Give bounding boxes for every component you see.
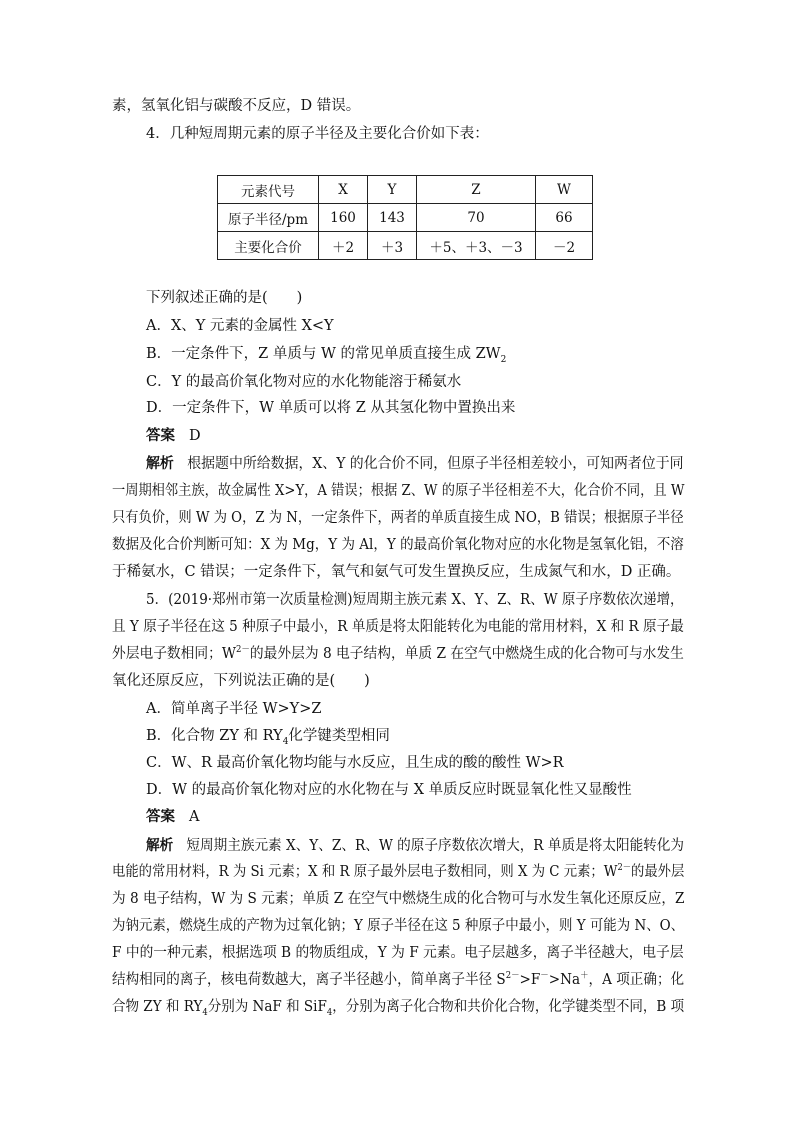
- table-cell: Y: [368, 176, 417, 204]
- answer-line: [146, 426, 201, 446]
- table-cell: 元素代号: [218, 176, 319, 204]
- option-b: [146, 726, 390, 746]
- table-cell: －2: [536, 232, 593, 260]
- explanation-line: 数据及化合价判断可知：X 为 Mg，Y 为 Al，Y 的最高价氧化物对应的水化物是氢氧化铝，不溶: [112, 537, 684, 553]
- table-cell: W: [536, 176, 593, 204]
- explanation-line: 一周期相邻主族，故金属性 X>Y，A 错误；根据 Z、W 的原子半径相差不大，化合价不同，且 W: [112, 483, 685, 499]
- text-span: 分别为 NaF 和 SiF: [207, 999, 327, 1015]
- option-b-text: B．一定条件下，Z 单质与 W 的常见单质直接生成 ZW: [146, 346, 501, 362]
- option-d: D．W 的最高价氧化物对应的水化物在与 X 单质反应时既显氧化性又显酸性: [146, 782, 632, 798]
- answer-label: 答案: [146, 427, 175, 444]
- explanation-line: 只有负价，则 W 为 O，Z 为 N，一定条件下，两者的单质直接生成 NO，B 错误；根据原子半径: [112, 510, 684, 526]
- option-a: A．简单离子半径 W>Y>Z: [146, 701, 322, 717]
- subscript: 4: [326, 1007, 333, 1018]
- option-d: D．一定条件下，W 单质可以将 Z 从其氢化物中置换出来: [146, 400, 516, 416]
- text-span: ，分别为离子化合物和共价化合物，化学键类型不同，B 项: [332, 999, 685, 1015]
- explanation-line: [112, 970, 684, 990]
- table-cell: ＋5、＋3、－3: [417, 232, 536, 260]
- explanation-line: F 中的一种元素，根据选项 B 的物质组成，Y 为 F 元素。电子层越多，离子半径越大，电子层: [112, 945, 684, 961]
- subscript: 4: [282, 736, 289, 747]
- question-5-stem: 氧化还原反应，下列说法正确的是( ): [112, 673, 370, 689]
- table-cell: 66: [536, 204, 593, 232]
- explanation-line: [146, 454, 684, 474]
- table-row: [218, 232, 593, 260]
- superscript: －: [540, 971, 549, 982]
- table-cell: 160: [319, 204, 368, 232]
- text-span: 合物 ZY 和 RY: [112, 999, 203, 1015]
- text-span: >Na: [548, 972, 581, 988]
- table-cell: ＋3: [368, 232, 417, 260]
- text-span: 化学键类型相同: [288, 728, 390, 744]
- subscript: 2: [500, 354, 507, 365]
- option-c: C．Y 的最高价氧化物对应的水化物能溶于稀氨水: [146, 374, 462, 390]
- text-span: 电能的常用材料，R 为 Si 元素；X 和 R 原子最外层电子数相同，则 X 为 C 元素；W: [112, 864, 618, 880]
- superscript: 2－: [617, 863, 631, 874]
- explanation-label: 解析: [146, 455, 174, 472]
- question-4-stem: 4．几种短周期元素的原子半径及主要化合价如下表：: [146, 126, 489, 142]
- superscript: 2－: [505, 971, 520, 982]
- answer-line: [146, 807, 199, 827]
- explanation-line: 为 8 电子结构，W 为 S 元素；单质 Z 在空气中燃烧生成的化合物可与水发生氧化还原反应，Z: [112, 891, 685, 907]
- text-span: B．化合物 ZY 和 RY: [146, 728, 283, 744]
- answer-label: 答案: [146, 808, 175, 825]
- explanation-text: 短周期主族元素 X、Y、Z、R、W 的原子序数依次增大，R 单质是将太阳能转化为: [186, 838, 685, 854]
- option-c: C．W、R 最高价氧化物均能与水反应，且生成的酸的酸性 W>R: [146, 755, 564, 771]
- table-cell: X: [319, 176, 368, 204]
- text-span: ，A 项正确；化: [588, 972, 685, 988]
- table-cell: 70: [417, 204, 536, 232]
- explanation-line: 为钠元素，燃烧生成的产物为过氧化钠；Y 原子半径在这 5 种原子中最小，则 Y 可能为 N、O、: [112, 918, 685, 934]
- explanation-text: 根据题中所给数据，X、Y 的化合价不同，但原子半径相差较小，可知两者位于同: [187, 456, 684, 472]
- option-b: [146, 344, 506, 364]
- explanation-line: [146, 836, 684, 856]
- subscript: 4: [202, 1007, 208, 1018]
- table-cell: ＋2: [319, 232, 368, 260]
- superscript: ＋: [580, 971, 589, 982]
- text-span: 结构相同的离子，核电荷数越大，离子半径越小，简单离子半径 S: [112, 972, 506, 988]
- table-cell: 主要化合价: [218, 232, 319, 260]
- question-5-stem: 5．(2019·郑州市第一次质量检测)短周期主族元素 X、Y、Z、R、W 原子序数依次递增，: [146, 592, 684, 608]
- text-span: 的最外层: [630, 864, 685, 880]
- superscript: 2－: [235, 645, 250, 656]
- table-cell: Z: [417, 176, 536, 204]
- text-line: 素，氢氧化铝与碳酸不反应，D 错误。: [112, 98, 361, 114]
- text-span: >F: [519, 972, 541, 988]
- explanation-line: [112, 862, 684, 882]
- table-row: [218, 204, 593, 232]
- explanation-label: 解析: [146, 837, 174, 854]
- table-cell: 143: [368, 204, 417, 232]
- table-cell: 原子半径/pm: [218, 204, 319, 232]
- table-header-row: [218, 176, 593, 204]
- answer-value: D: [189, 428, 201, 444]
- text-span: 的最外层为 8 电子结构，单质 Z 在空气中燃烧生成的化合物可与水发生: [249, 646, 684, 662]
- option-a: A．X、Y 元素的金属性 X<Y: [146, 318, 334, 334]
- answer-value: A: [189, 809, 200, 825]
- element-data-table: [217, 175, 593, 260]
- question-5-stem: [112, 644, 684, 664]
- explanation-line: [112, 997, 684, 1017]
- explanation-line: 于稀氨水，C 错误；一定条件下，氧气和氨气可发生置换反应，生成氮气和水，D 正确。: [112, 564, 681, 580]
- question-5-stem: 且 Y 原子半径在这 5 种原子中最小，R 单质是将太阳能转化为电能的常用材料，X 和 R 原子最: [112, 619, 684, 635]
- question-4-prompt: 下列叙述正确的是( ): [146, 290, 303, 306]
- text-span: 外层电子数相同；W: [112, 646, 236, 662]
